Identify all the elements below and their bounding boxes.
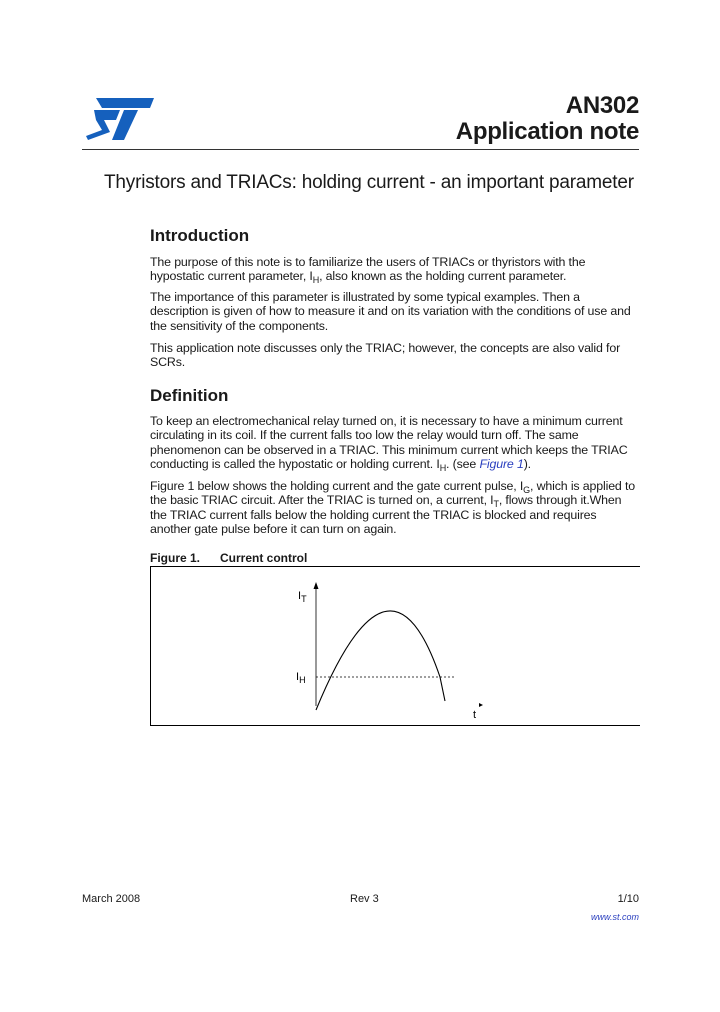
website-link[interactable]: www.st.com (590, 912, 639, 922)
header-rule (82, 149, 639, 150)
footer-revision: Rev 3 (350, 893, 379, 905)
document-code: AN302 (565, 92, 639, 119)
document-type: Application note (455, 118, 639, 145)
definition-paragraph-2: Figure 1 below shows the holding current and the gate current pulse, $I_G$, which is applied to the basic TRIAC circuit. After the TRIAC is turned on, a current, $I_T$, flows through it.When the TRIAC current falls below the holding current the TRIAC is blocked and requires another gate pulse before it can turn on again. (150, 479, 635, 537)
y-axis-arrow (314, 582, 319, 589)
figure-number: Figure 1. (150, 551, 201, 565)
current-waveform (316, 611, 445, 710)
figure-caption (150, 551, 307, 565)
introduction-paragraph-2: The importance of this parameter is illustrated by some typical examples. Then a description is given of how to measure it and on its variation with the conditions of use and the sensitivity of the components. (150, 290, 631, 333)
current-control-chart (150, 566, 640, 726)
footer-page: 1/10 (617, 893, 639, 905)
st-logo (84, 96, 156, 142)
introduction-paragraph-1: The purpose of this note is to familiarize the users of TRIACs or thyristors with the hypostatic current parameter, $I_H$, also known as the holding current parameter. (150, 255, 586, 286)
x-axis-label: t (473, 709, 477, 721)
figure-title: Current control (220, 551, 308, 565)
definition-heading: Definition (150, 386, 229, 405)
document-subtitle: Thyristors and TRIACs: holding current - an important parameter (104, 172, 634, 193)
x-axis-arrow (479, 703, 483, 707)
footer-date: March 2008 (82, 893, 141, 905)
introduction-paragraph-3: This application note discusses only the TRIAC; however, the concepts are also valid for SCRs. (150, 341, 621, 370)
figure-1-link[interactable]: Figure 1 (479, 457, 524, 472)
y-axis-label: $I_T$ (298, 590, 307, 604)
definition-paragraph-1: To keep an electromechanical relay turned on, it is necessary to have a minimum current circulating in its coil. If the current falls too low the relay would turn off. The same phenomenon can be observed in a TRIAC. This minimum current which keeps the TRIAC conducting is called the hypostatic or holding current. $I_H$. (see Figure 1). (150, 414, 628, 474)
introduction-heading: Introduction (150, 226, 250, 245)
threshold-label: $I_H$ (296, 671, 306, 685)
